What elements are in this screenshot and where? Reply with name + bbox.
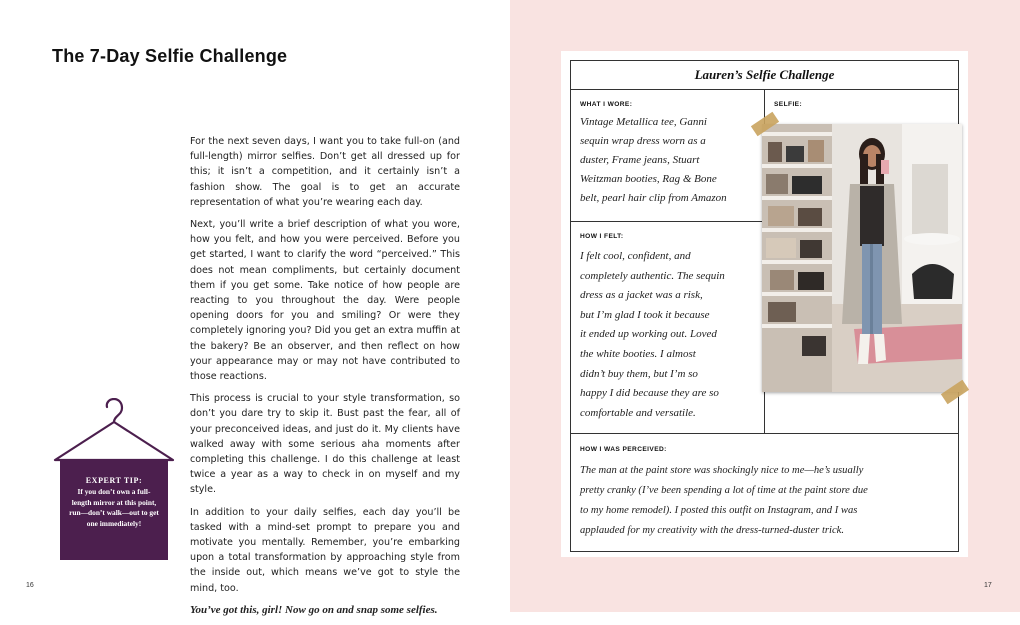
- handwritten-line: sequin wrap dress worn as a: [580, 135, 706, 147]
- page-number-right: 17: [984, 582, 992, 589]
- selfie-illustration: [762, 124, 962, 392]
- handwritten-line: Vintage Metallica tee, Ganni: [580, 116, 707, 128]
- handwritten-line: completely authentic. The sequin: [580, 269, 725, 282]
- handwritten-line: pretty cranky (I’ve been spending a lot of time at the paint store due: [580, 485, 868, 496]
- handwritten-line: duster, Frame jeans, Stuart: [580, 154, 700, 166]
- how-i-was-perceived-text: [580, 461, 952, 541]
- what-i-wore-text: [580, 113, 762, 208]
- handwritten-line: The man at the paint store was shockingly nice to me—he’s usually: [580, 465, 864, 476]
- handwritten-line: belt, pearl hair clip from Amazon: [580, 192, 727, 204]
- handwritten-line: didn’t buy them, but I’m so: [580, 367, 698, 380]
- worksheet-title: Lauren’s Selfie Challenge: [694, 67, 835, 82]
- page-title: The 7-Day Selfie Challenge: [52, 46, 288, 66]
- how-i-felt-label: HOW I FELT:: [580, 233, 624, 240]
- handwritten-line: comfortable and versatile.: [580, 406, 696, 419]
- handwritten-line: to my home remodel). I posted this outfit on Instagram, and I was: [580, 505, 858, 516]
- paragraph-3: This process is crucial to your style transformation, so don’t you dare try to skip it. Bust past the fear, all of your preconceived ideas, and just do it. My clients have walked away with some serious aha moments after completing this challenge. I do this challenge at least twice a year as a way to check in on myself and my style.: [190, 393, 460, 496]
- what-i-wore-label: WHAT I WORE:: [580, 101, 633, 108]
- handwritten-line: Weitzman booties, Rag & Bone: [580, 173, 717, 185]
- how-i-was-perceived-label: HOW I WAS PERCEIVED:: [580, 446, 667, 453]
- divider: [571, 221, 763, 222]
- body-text: [190, 134, 460, 625]
- left-page: [0, 0, 510, 616]
- expert-tip-text: If you don’t own a full-length mirror at this point, run—don’t walk—out to get one immediately!: [69, 487, 159, 528]
- paragraph-2: Next, you’ll write a brief description of what you wore, how you felt, and how you were perceived. Before you get started, I want to clarify the word “perceived.” This does not mean compliments, but certainly document them if you get some. Take notice of how people are reacting to you throughout the day. Were people opening doors for you and smiling? Or were they completely ignoring you? Did you get an extra muffin at the bakery? Be an observer, and then reflect on how your appearance may or may not have contributed to those reactions.: [190, 219, 460, 383]
- page-number-left: 16: [26, 582, 34, 589]
- expert-tip-box: [60, 460, 168, 560]
- expert-tip-heading: EXPERT TIP:: [85, 476, 143, 485]
- handwritten-line: it ended up working out. Loved: [580, 328, 717, 341]
- paragraph-4: In addition to your daily selfies, each day you’ll be tasked with a mind-set prompt to prepare you and motivate you mentally. Remember, you’re embarking upon a total transformation by approaching style from the inside out, which means we’ve got to style the mind, too.: [190, 506, 460, 594]
- handwritten-line: dress as a jacket was a risk,: [580, 289, 703, 302]
- paragraph-1: For the next seven days, I want you to take full-on (and full-length) mirror selfies. Don’t get all dressed up for this; it isn’t a competition, and it certainly isn’t a fashion show. The goal is to get an accurate representation of what you’re wearing each day.: [190, 136, 460, 208]
- handwritten-line: the white booties. I almost: [580, 347, 696, 360]
- selfie-label: SELFIE:: [774, 101, 803, 108]
- hanger-icon: [52, 398, 176, 468]
- handwritten-line: I felt cool, confident, and: [580, 250, 691, 262]
- selfie-photo: [762, 124, 962, 392]
- closing-line: You’ve got this, girl! Now go on and snap some selfies.: [190, 603, 438, 616]
- handwritten-line: applauded for my creativity with the dress-turned-duster trick.: [580, 525, 845, 536]
- how-i-felt-text: [580, 247, 762, 423]
- handwritten-line: happy I did because they are so: [580, 387, 719, 400]
- handwritten-line: but I’m glad I took it because: [580, 308, 710, 321]
- divider: [571, 433, 958, 434]
